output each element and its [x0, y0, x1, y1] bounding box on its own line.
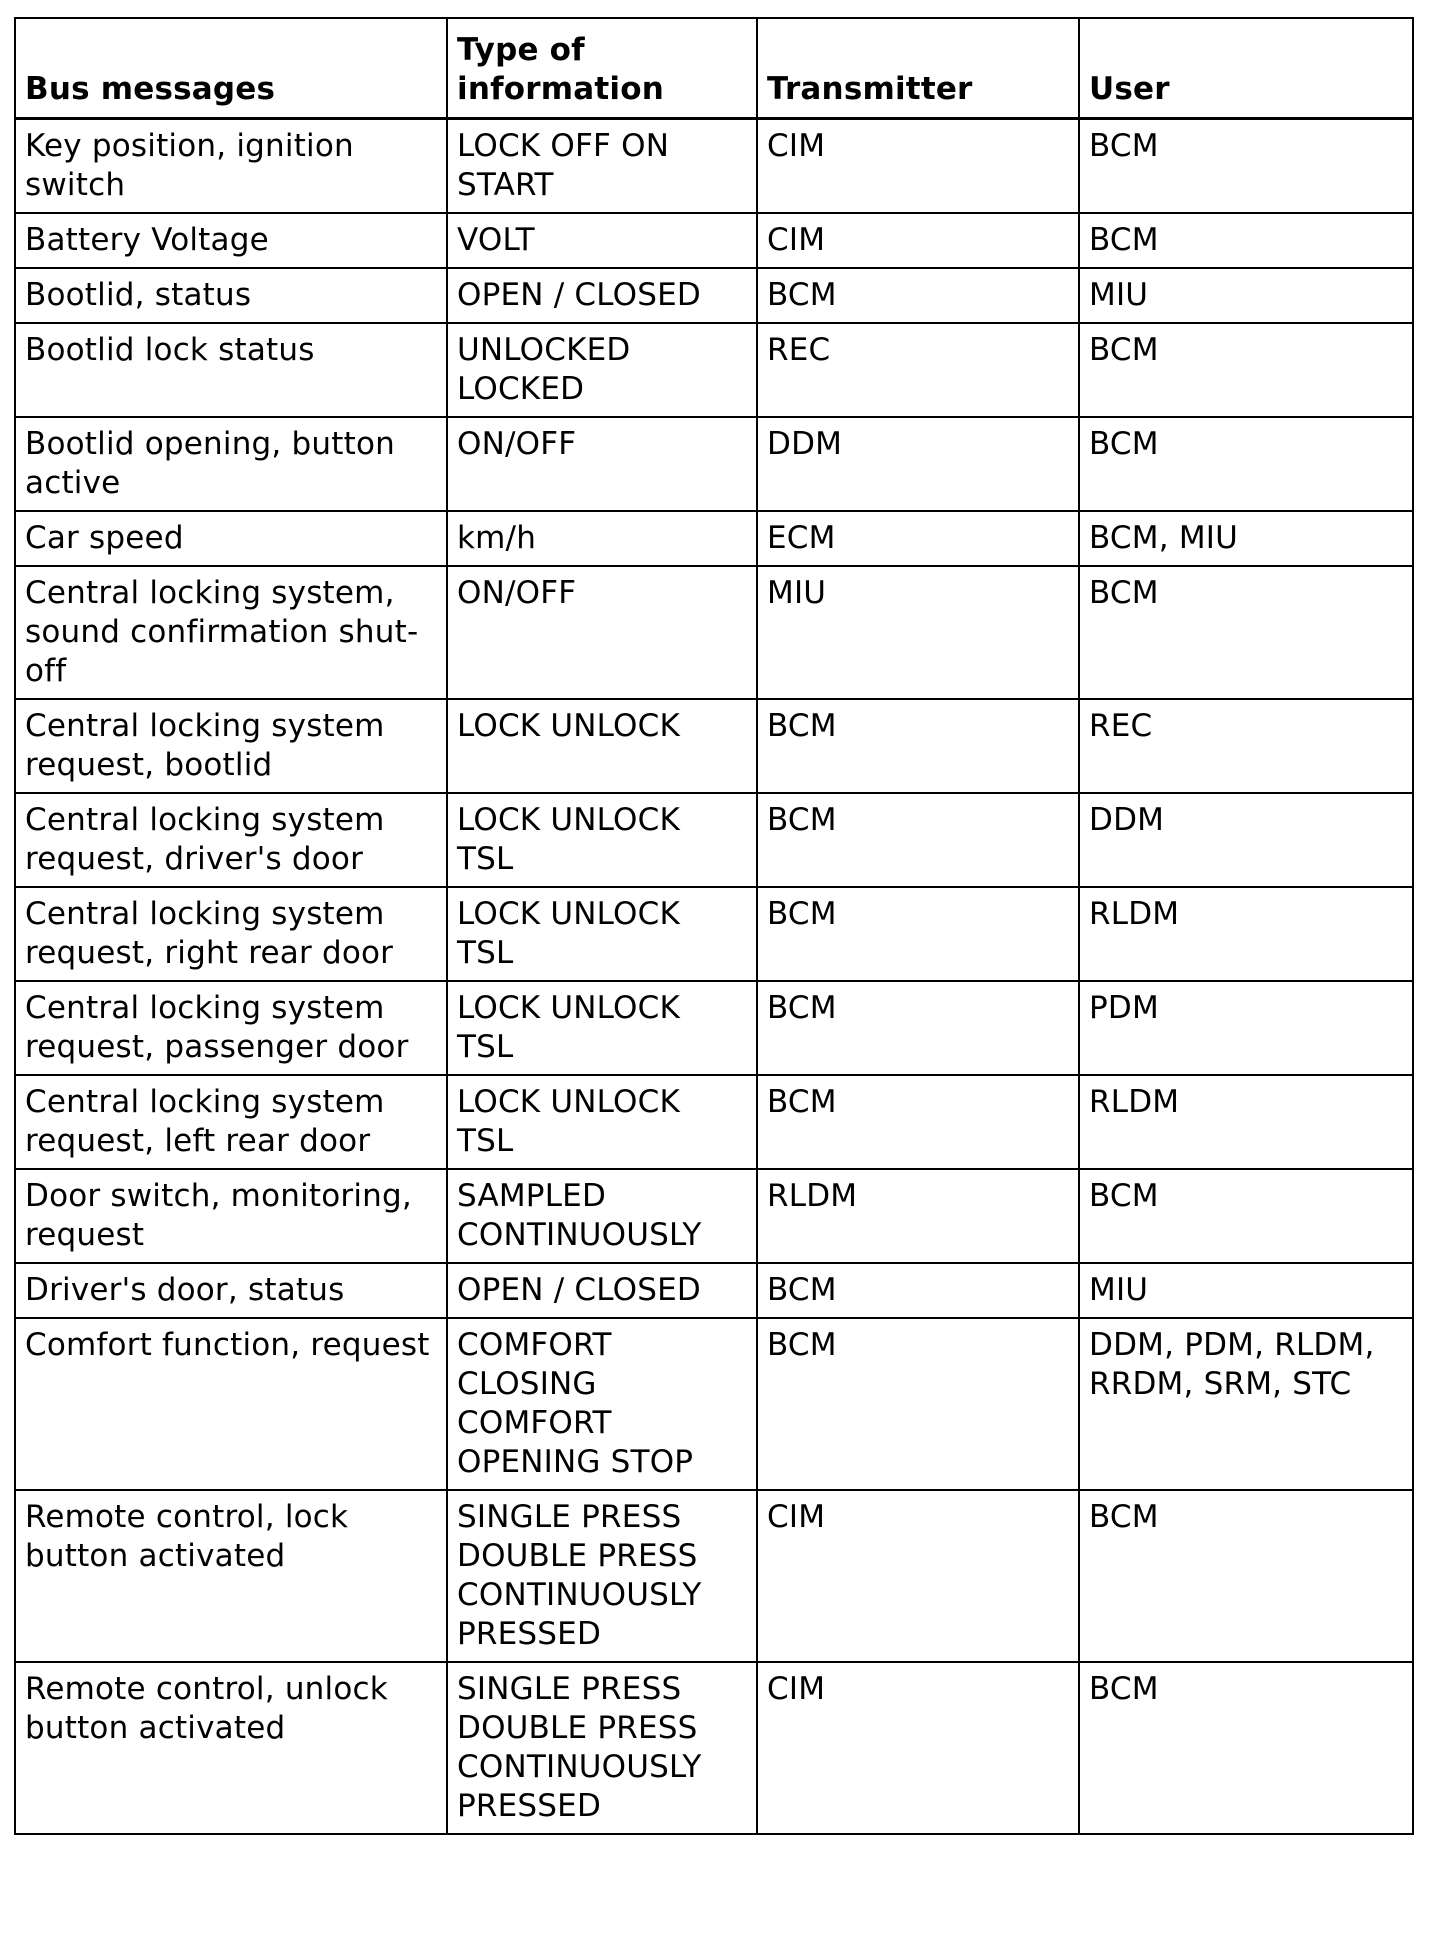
user-cell: BCM [1079, 213, 1413, 268]
bus-message-cell: Driver's door, status [15, 1263, 447, 1318]
table-row [15, 323, 1413, 417]
transmitter-cell: BCM [757, 268, 1079, 323]
table-row [15, 566, 1413, 699]
table-row [15, 699, 1413, 793]
table-row [15, 118, 1413, 213]
transmitter-cell: CIM [757, 1662, 1079, 1834]
transmitter-cell: BCM [757, 699, 1079, 793]
table-row [15, 213, 1413, 268]
user-cell: BCM [1079, 1169, 1413, 1263]
table-header [15, 18, 1413, 118]
user-cell: REC [1079, 699, 1413, 793]
transmitter-cell: MIU [757, 566, 1079, 699]
transmitter-cell: CIM [757, 118, 1079, 213]
table-row [15, 268, 1413, 323]
user-cell: BCM [1079, 118, 1413, 213]
transmitter-cell: CIM [757, 213, 1079, 268]
transmitter-cell: BCM [757, 793, 1079, 887]
information-type-cell: LOCK UNLOCK TSL [447, 981, 757, 1075]
table-row [15, 417, 1413, 511]
bus-message-cell: Comfort function, request [15, 1318, 447, 1490]
information-type-cell: UNLOCKED LOCKED [447, 323, 757, 417]
bus-messages-table [14, 17, 1414, 1835]
table-row [15, 1318, 1413, 1490]
transmitter-cell: DDM [757, 417, 1079, 511]
table-row [15, 1263, 1413, 1318]
bus-message-cell: Bootlid opening, button active [15, 417, 447, 511]
information-type-cell: km/h [447, 511, 757, 566]
transmitter-cell: BCM [757, 981, 1079, 1075]
user-cell: DDM, PDM, RLDM, RRDM, SRM, STC [1079, 1318, 1413, 1490]
user-cell: MIU [1079, 268, 1413, 323]
transmitter-cell: ECM [757, 511, 1079, 566]
bus-message-cell: Central locking system request, bootlid [15, 699, 447, 793]
bus-message-cell: Remote control, lock button activated [15, 1490, 447, 1662]
user-cell: BCM [1079, 1662, 1413, 1834]
information-type-cell: ON/OFF [447, 566, 757, 699]
transmitter-cell: BCM [757, 1075, 1079, 1169]
transmitter-cell: RLDM [757, 1169, 1079, 1263]
table-row [15, 1075, 1413, 1169]
information-type-cell: VOLT [447, 213, 757, 268]
table-row [15, 793, 1413, 887]
information-type-cell: OPEN / CLOSED [447, 268, 757, 323]
column-header-user: User [1079, 18, 1413, 118]
table-row [15, 1490, 1413, 1662]
user-cell: BCM [1079, 323, 1413, 417]
bus-message-cell: Battery Voltage [15, 213, 447, 268]
column-header-transmitter: Transmitter [757, 18, 1079, 118]
transmitter-cell: BCM [757, 887, 1079, 981]
table-row [15, 1662, 1413, 1834]
information-type-cell: LOCK UNLOCK TSL [447, 1075, 757, 1169]
user-cell: BCM [1079, 566, 1413, 699]
information-type-cell: OPEN / CLOSED [447, 1263, 757, 1318]
bus-message-cell: Car speed [15, 511, 447, 566]
user-cell: BCM [1079, 1490, 1413, 1662]
transmitter-cell: BCM [757, 1263, 1079, 1318]
transmitter-cell: CIM [757, 1490, 1079, 1662]
user-cell: RLDM [1079, 887, 1413, 981]
table-row [15, 981, 1413, 1075]
information-type-cell: SINGLE PRESS DOUBLE PRESS CONTINUOUSLY PRESSED [447, 1662, 757, 1834]
user-cell: RLDM [1079, 1075, 1413, 1169]
bus-message-cell: Central locking system request, passenger door [15, 981, 447, 1075]
column-header-type-of-information: Type of information [447, 18, 757, 118]
user-cell: DDM [1079, 793, 1413, 887]
transmitter-cell: REC [757, 323, 1079, 417]
information-type-cell: ON/OFF [447, 417, 757, 511]
information-type-cell: LOCK UNLOCK TSL [447, 793, 757, 887]
bus-message-cell: Key position, ignition switch [15, 118, 447, 213]
information-type-cell: LOCK UNLOCK [447, 699, 757, 793]
user-cell: BCM [1079, 417, 1413, 511]
column-header-bus-messages: Bus messages [15, 18, 447, 118]
information-type-cell: SAMPLED CONTINUOUSLY [447, 1169, 757, 1263]
table-body [15, 118, 1413, 1834]
table-row [15, 887, 1413, 981]
table-row [15, 511, 1413, 566]
user-cell: MIU [1079, 1263, 1413, 1318]
document-page [14, 17, 1412, 1835]
bus-message-cell: Central locking system request, right rear door [15, 887, 447, 981]
information-type-cell: COMFORT CLOSING COMFORT OPENING STOP [447, 1318, 757, 1490]
bus-message-cell: Remote control, unlock button activated [15, 1662, 447, 1834]
transmitter-cell: BCM [757, 1318, 1079, 1490]
bus-message-cell: Bootlid lock status [15, 323, 447, 417]
bus-message-cell: Central locking system request, driver's door [15, 793, 447, 887]
information-type-cell: LOCK UNLOCK TSL [447, 887, 757, 981]
bus-message-cell: Central locking system, sound confirmation shut- off [15, 566, 447, 699]
user-cell: BCM, MIU [1079, 511, 1413, 566]
table-row [15, 1169, 1413, 1263]
bus-message-cell: Door switch, monitoring, request [15, 1169, 447, 1263]
bus-message-cell: Bootlid, status [15, 268, 447, 323]
information-type-cell: SINGLE PRESS DOUBLE PRESS CONTINUOUSLY PRESSED [447, 1490, 757, 1662]
information-type-cell: LOCK OFF ON START [447, 118, 757, 213]
user-cell: PDM [1079, 981, 1413, 1075]
bus-message-cell: Central locking system request, left rear door [15, 1075, 447, 1169]
header-row [15, 18, 1413, 118]
